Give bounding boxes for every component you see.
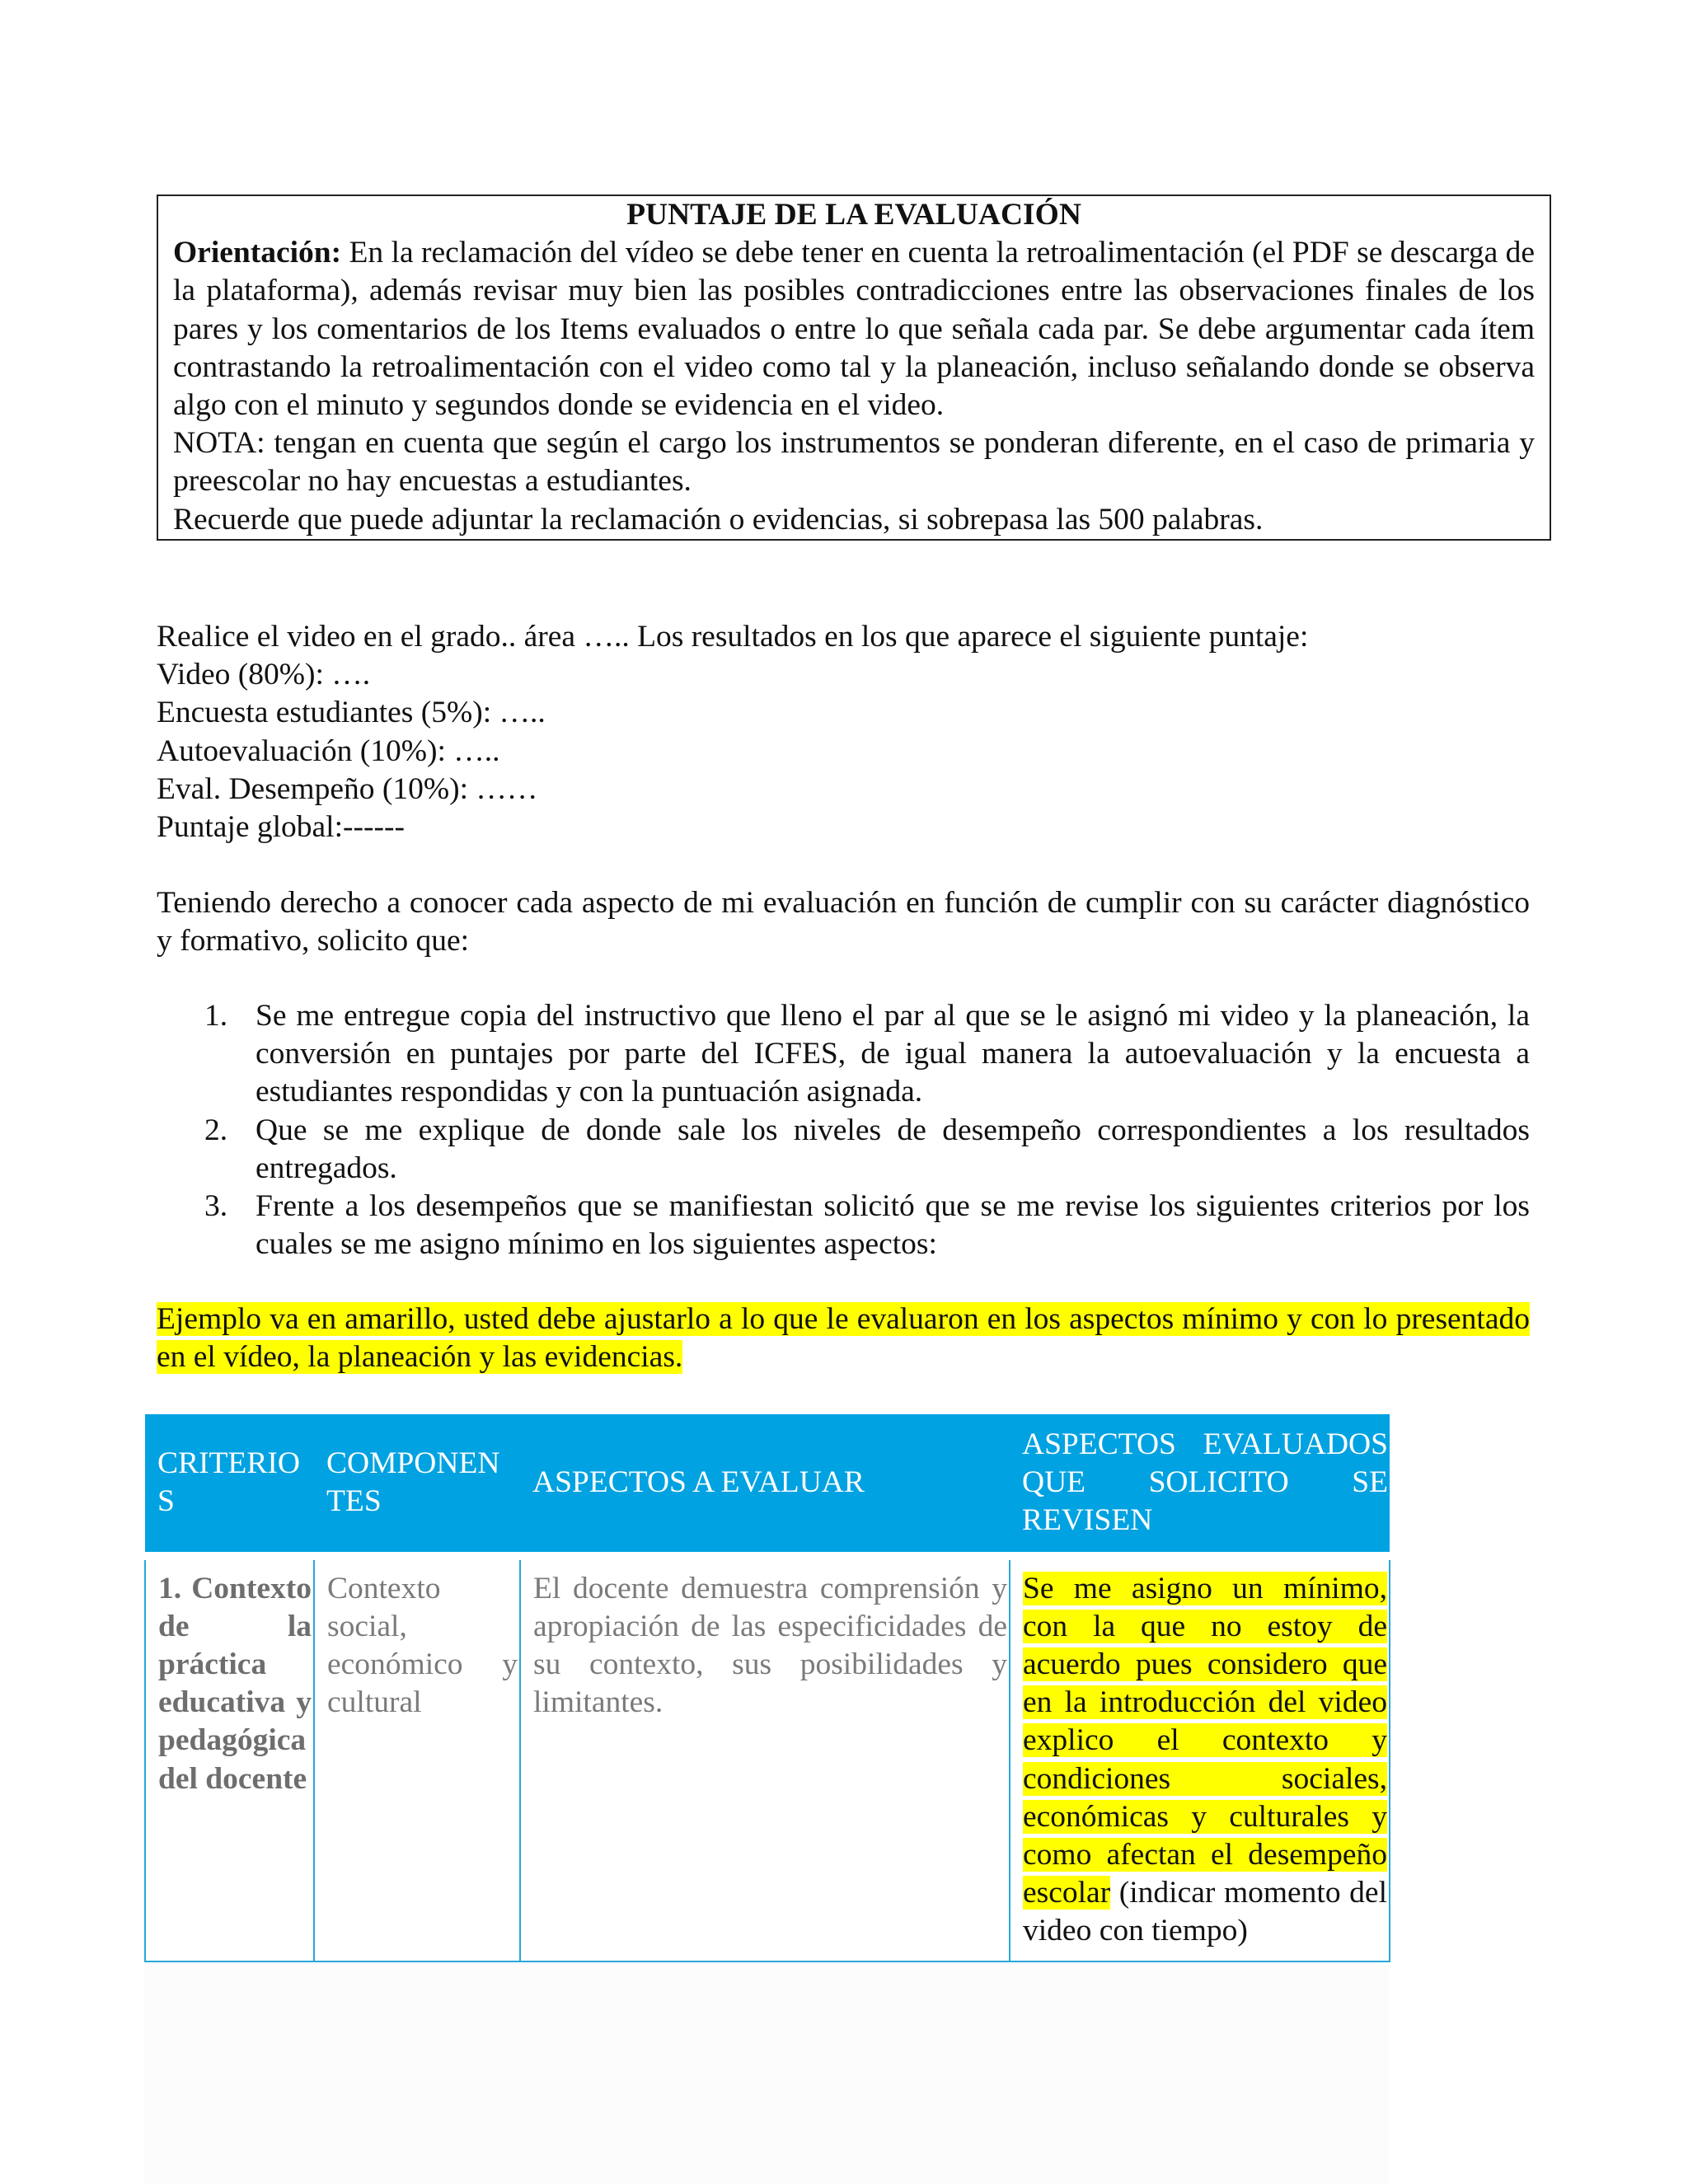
box-title: PUNTAJE DE LA EVALUACIÓN <box>626 198 1081 232</box>
score-encuesta: Encuesta estudiantes (5%): ….. <box>157 696 546 730</box>
header-aspectos: ASPECTOS A EVALUAR <box>520 1414 1010 1556</box>
list-text: Frente a los desempeños que se manifiestan solicitó que se me revise los siguientes criterios por los cuales se me asigno mínimo en los siguientes aspectos: <box>256 1189 1530 1262</box>
cell-aspecto: El docente demuestra comprensión y apropiación de las especificidades de su contexto, sus posibilidades y limitantes. <box>520 1556 1010 1961</box>
solicitud-rest: (indicar momento del video con tiempo) <box>1023 1876 1387 1948</box>
evaluation-score-box <box>157 194 1551 541</box>
list-item <box>157 997 1530 1112</box>
criteria-table <box>144 1414 1390 1962</box>
header-componentes: COMPONENTES <box>314 1414 520 1556</box>
request-list <box>157 997 1530 1263</box>
orientation-paragraph <box>173 234 1535 424</box>
header-criterios: CRITERIOS <box>145 1414 314 1556</box>
request-intro <box>157 884 1530 960</box>
score-global: Puntaje global:------ <box>157 810 405 845</box>
solicitud-highlight: Se me asigno un mínimo, con la que no estoy de acuerdo pues considero que en la introducción del video explico el contexto y condiciones sociales, económicas y culturales y como afectan el desempeño escolar <box>1023 1571 1387 1910</box>
cell-componente: Contexto social, económico y cultural <box>314 1556 520 1961</box>
table-shadow-area <box>144 1965 1389 2184</box>
table-header-row <box>145 1414 1390 1556</box>
reminder-paragraph: Recuerde que puede adjuntar la reclamación o evidencias, si sobrepasa las 500 palabras. <box>173 502 1264 537</box>
orientation-text: En la reclamación del vídeo se debe tener en cuenta la retroalimentación (el PDF se descarga de la plataforma), además revisar muy bien las posibles contradicciones entre las observaciones finales de los pares y los comentarios de los Items evaluados o entre lo que señala cada par. Se debe argumentar cada ítem contrastando la retroalimentación con el video como tal y la planeación, incluso señalando donde se observa algo con el minuto y segundos donde se evidencia en el video. <box>173 236 1535 423</box>
example-note-text: Ejemplo va en amarillo, usted debe ajustarlo a lo que le evaluaron en los aspectos mínimo y con lo presentado en el vídeo, la planeación y las evidencias. <box>157 1302 1530 1375</box>
cell-criterio: 1. Contexto de la práctica educativa y pedagógica del docente <box>145 1556 314 1961</box>
header-solicito: ASPECTOS EVALUADOS QUE SOLICITO SE REVISEN <box>1010 1414 1390 1556</box>
cell-solicitud <box>1010 1556 1390 1961</box>
list-text: Se me entregue copia del instructivo que lleno el par al que se le asignó mi video y la planeación, la conversión en puntajes por parte del ICFES, de igual manera la autoevaluación y la encuesta a estudiantes respondidas y con la puntuación asignada. <box>256 999 1530 1109</box>
list-item <box>157 1188 1530 1263</box>
request-intro-text: Teniendo derecho a conocer cada aspecto de mi evaluación en función de cumplir con su carácter diagnóstico y formativo, solicito que: <box>157 886 1530 958</box>
table-row <box>145 1556 1390 1961</box>
scores-intro: Realice el video en el grado.. área ….. Los resultados en los que aparece el siguiente puntaje: <box>157 620 1309 654</box>
score-video: Video (80%): …. <box>157 658 371 692</box>
list-number: 1. <box>204 999 228 1033</box>
orientation-label: Orientación: <box>173 236 342 270</box>
list-text: Que se me explique de donde sale los niveles de desempeño correspondientes a los resultados entregados. <box>256 1113 1530 1185</box>
score-desempeno: Eval. Desempeño (10%): …… <box>157 771 538 806</box>
list-number: 3. <box>204 1189 228 1224</box>
score-autoevaluacion: Autoevaluación (10%): ….. <box>157 733 500 768</box>
scores-section <box>157 618 1530 846</box>
example-note <box>157 1301 1530 1376</box>
note-paragraph: NOTA: tengan en cuenta que según el cargo los instrumentos se ponderan diferente, en el caso de primaria y preescolar no hay encuestas a estudiantes. <box>173 426 1535 499</box>
list-item <box>157 1112 1530 1188</box>
list-number: 2. <box>204 1113 228 1147</box>
